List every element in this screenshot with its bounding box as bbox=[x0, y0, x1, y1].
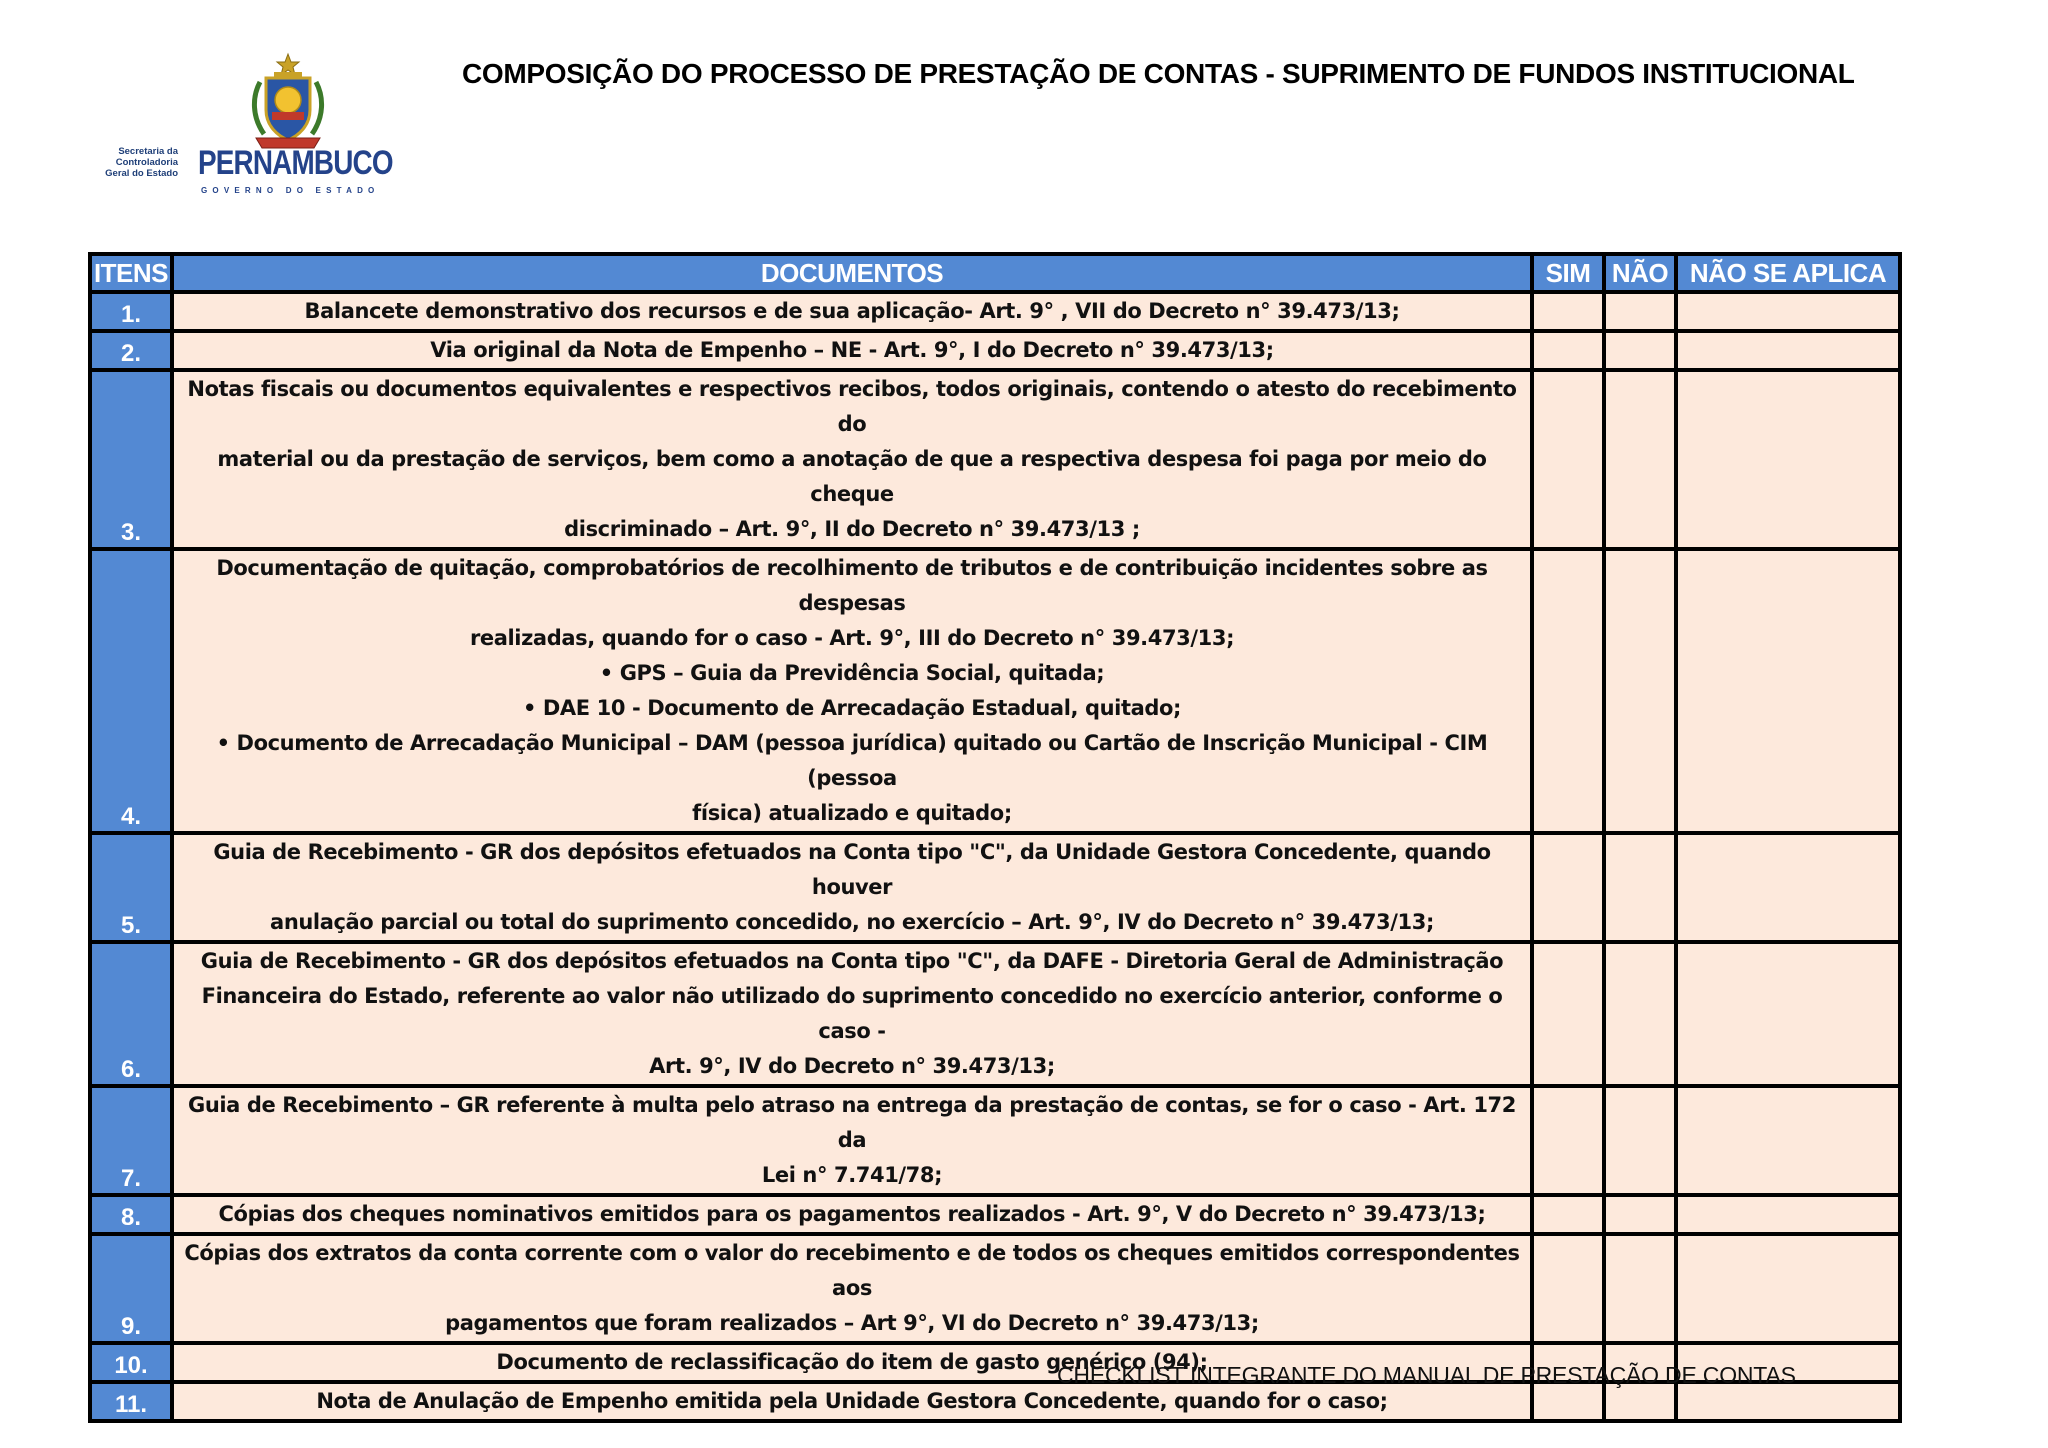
logo bbox=[88, 52, 393, 202]
document-line: Guia de Recebimento - GR dos depósitos efetuados na Conta tipo "C", da Unidade Gestora Concedente, quando houver bbox=[213, 840, 1491, 899]
pernambuco-crest-icon bbox=[238, 52, 338, 152]
no-check-cell[interactable] bbox=[1604, 292, 1676, 331]
yes-check-cell[interactable] bbox=[1532, 942, 1604, 1086]
yes-check-cell[interactable] bbox=[1532, 1195, 1604, 1234]
item-number: 4. bbox=[90, 549, 172, 833]
yes-check-cell[interactable] bbox=[1532, 1086, 1604, 1195]
document-line: realizadas, quando for o caso - Art. 9°, III do Decreto n° 39.473/13; bbox=[469, 626, 1235, 650]
document-line: Notas fiscais ou documentos equivalentes e respectivos recibos, todos originais, contendo o atesto do recebimento do bbox=[187, 377, 1517, 436]
item-number: 9. bbox=[90, 1234, 172, 1343]
document-line: anulação parcial ou total do suprimento concedido, no exercício – Art. 9°, IV do Decreto n° 39.473/13; bbox=[270, 910, 1434, 934]
document-line: • DAE 10 - Documento de Arrecadação Estadual, quitado; bbox=[522, 696, 1182, 720]
document-description bbox=[172, 833, 1532, 942]
government-label: GOVERNO DO ESTADO bbox=[201, 186, 380, 195]
table-header-row bbox=[90, 254, 1900, 292]
document-line: física) atualizado e quitado; bbox=[692, 801, 1012, 825]
not-applicable-check-cell[interactable] bbox=[1676, 292, 1900, 331]
document-line: Cópias dos extratos da conta corrente com o valor do recebimento e de todos os cheques emitidos correspondentes aos bbox=[184, 1241, 1520, 1300]
yes-check-cell[interactable] bbox=[1532, 833, 1604, 942]
yes-check-cell[interactable] bbox=[1532, 292, 1604, 331]
footer-note: CHECKLIST INTEGRANTE DO MANUAL DE PRESTAÇÃO DE CONTAS bbox=[1057, 1362, 1796, 1388]
document-description bbox=[172, 1195, 1532, 1234]
document-description bbox=[172, 942, 1532, 1086]
not-applicable-check-cell[interactable] bbox=[1676, 549, 1900, 833]
state-name: PERNAMBUCO bbox=[198, 144, 393, 182]
not-applicable-check-cell[interactable] bbox=[1676, 370, 1900, 549]
yes-check-cell[interactable] bbox=[1532, 370, 1604, 549]
table-row bbox=[90, 942, 1900, 1086]
column-header-documents: DOCUMENTOS bbox=[172, 254, 1532, 292]
table-row bbox=[90, 370, 1900, 549]
document-description bbox=[172, 549, 1532, 833]
document-line: Balancete demonstrativo dos recursos e de sua aplicação- Art. 9° , VII do Decreto n° 39.473/13; bbox=[304, 299, 1400, 323]
yes-check-cell[interactable] bbox=[1532, 549, 1604, 833]
column-header-no: NÃO bbox=[1604, 254, 1676, 292]
document-description bbox=[172, 370, 1532, 549]
document-line: Guia de Recebimento - GR dos depósitos efetuados na Conta tipo "C", da DAFE - Diretoria Geral de Administração bbox=[200, 949, 1504, 973]
item-number: 2. bbox=[90, 331, 172, 370]
document-line: Art. 9°, IV do Decreto n° 39.473/13; bbox=[649, 1054, 1055, 1078]
column-header-items: ITENS bbox=[90, 254, 172, 292]
no-check-cell[interactable] bbox=[1604, 331, 1676, 370]
not-applicable-check-cell[interactable] bbox=[1676, 833, 1900, 942]
item-number: 11. bbox=[90, 1382, 172, 1421]
yes-check-cell[interactable] bbox=[1532, 1234, 1604, 1343]
table-row bbox=[90, 292, 1900, 331]
document-line: Lei n° 7.741/78; bbox=[761, 1163, 943, 1187]
document-description bbox=[172, 292, 1532, 331]
no-check-cell[interactable] bbox=[1604, 549, 1676, 833]
item-number: 5. bbox=[90, 833, 172, 942]
no-check-cell[interactable] bbox=[1604, 942, 1676, 1086]
table-row bbox=[90, 549, 1900, 833]
not-applicable-check-cell[interactable] bbox=[1676, 1234, 1900, 1343]
document-line: • GPS – Guia da Previdência Social, quitada; bbox=[599, 661, 1105, 685]
not-applicable-check-cell[interactable] bbox=[1676, 1086, 1900, 1195]
document-line: discriminado – Art. 9°, II do Decreto n° 39.473/13 ; bbox=[564, 517, 1140, 541]
document-line: Guia de Recebimento – GR referente à multa pelo atraso na entrega da prestação de contas, se for o caso - Art. 172 da bbox=[188, 1093, 1516, 1152]
column-header-yes: SIM bbox=[1532, 254, 1604, 292]
document-line: Cópias dos cheques nominativos emitidos para os pagamentos realizados - Art. 9°, V do Decreto n° 39.473/13; bbox=[218, 1202, 1486, 1226]
document-line: pagamentos que foram realizados – Art 9°, VI do Decreto n° 39.473/13; bbox=[445, 1311, 1259, 1335]
document-description bbox=[172, 1234, 1532, 1343]
table-row bbox=[90, 331, 1900, 370]
table-row bbox=[90, 1234, 1900, 1343]
no-check-cell[interactable] bbox=[1604, 1086, 1676, 1195]
table-row bbox=[90, 1195, 1900, 1234]
not-applicable-check-cell[interactable] bbox=[1676, 331, 1900, 370]
no-check-cell[interactable] bbox=[1604, 833, 1676, 942]
not-applicable-check-cell[interactable] bbox=[1676, 1195, 1900, 1234]
secretaria-label: Secretaria da Controladoria Geral do Estado bbox=[105, 146, 178, 179]
item-number: 6. bbox=[90, 942, 172, 1086]
page-title: COMPOSIÇÃO DO PROCESSO DE PRESTAÇÃO DE CONTAS - SUPRIMENTO DE FUNDOS INSTITUCIONAL bbox=[462, 58, 1855, 89]
not-applicable-check-cell[interactable] bbox=[1676, 942, 1900, 1086]
item-number: 3. bbox=[90, 370, 172, 549]
document-line: Via original da Nota de Empenho – NE - Art. 9°, I do Decreto n° 39.473/13; bbox=[430, 338, 1274, 362]
document-line: Nota de Anulação de Empenho emitida pela Unidade Gestora Concedente, quando for o caso; bbox=[316, 1389, 1388, 1413]
document-line: Documento de reclassificação do item de gasto genérico (94); bbox=[496, 1350, 1208, 1374]
item-number: 7. bbox=[90, 1086, 172, 1195]
item-number: 10. bbox=[90, 1343, 172, 1382]
column-header-not-applicable: NÃO SE APLICA bbox=[1676, 254, 1900, 292]
yes-check-cell[interactable] bbox=[1532, 331, 1604, 370]
document-line: • Documento de Arrecadação Municipal – DAM (pessoa jurídica) quitado ou Cartão de Inscrição Municipal - CIM (pessoa bbox=[216, 731, 1488, 790]
document-line: Financeira do Estado, referente ao valor não utilizado do suprimento concedido no exercício anterior, conforme o caso - bbox=[201, 984, 1503, 1043]
item-number: 8. bbox=[90, 1195, 172, 1234]
table-row bbox=[90, 833, 1900, 942]
document-line: material ou da prestação de serviços, bem como a anotação de que a respectiva despesa foi paga por meio do cheque bbox=[217, 447, 1487, 506]
document-description bbox=[172, 1086, 1532, 1195]
document-description bbox=[172, 331, 1532, 370]
checklist-table bbox=[88, 252, 1902, 1423]
table-row bbox=[90, 1086, 1900, 1195]
no-check-cell[interactable] bbox=[1604, 370, 1676, 549]
document-line: Documentação de quitação, comprobatórios de recolhimento de tributos e de contribuição incidentes sobre as despesas bbox=[216, 556, 1488, 615]
item-number: 1. bbox=[90, 292, 172, 331]
no-check-cell[interactable] bbox=[1604, 1195, 1676, 1234]
no-check-cell[interactable] bbox=[1604, 1234, 1676, 1343]
